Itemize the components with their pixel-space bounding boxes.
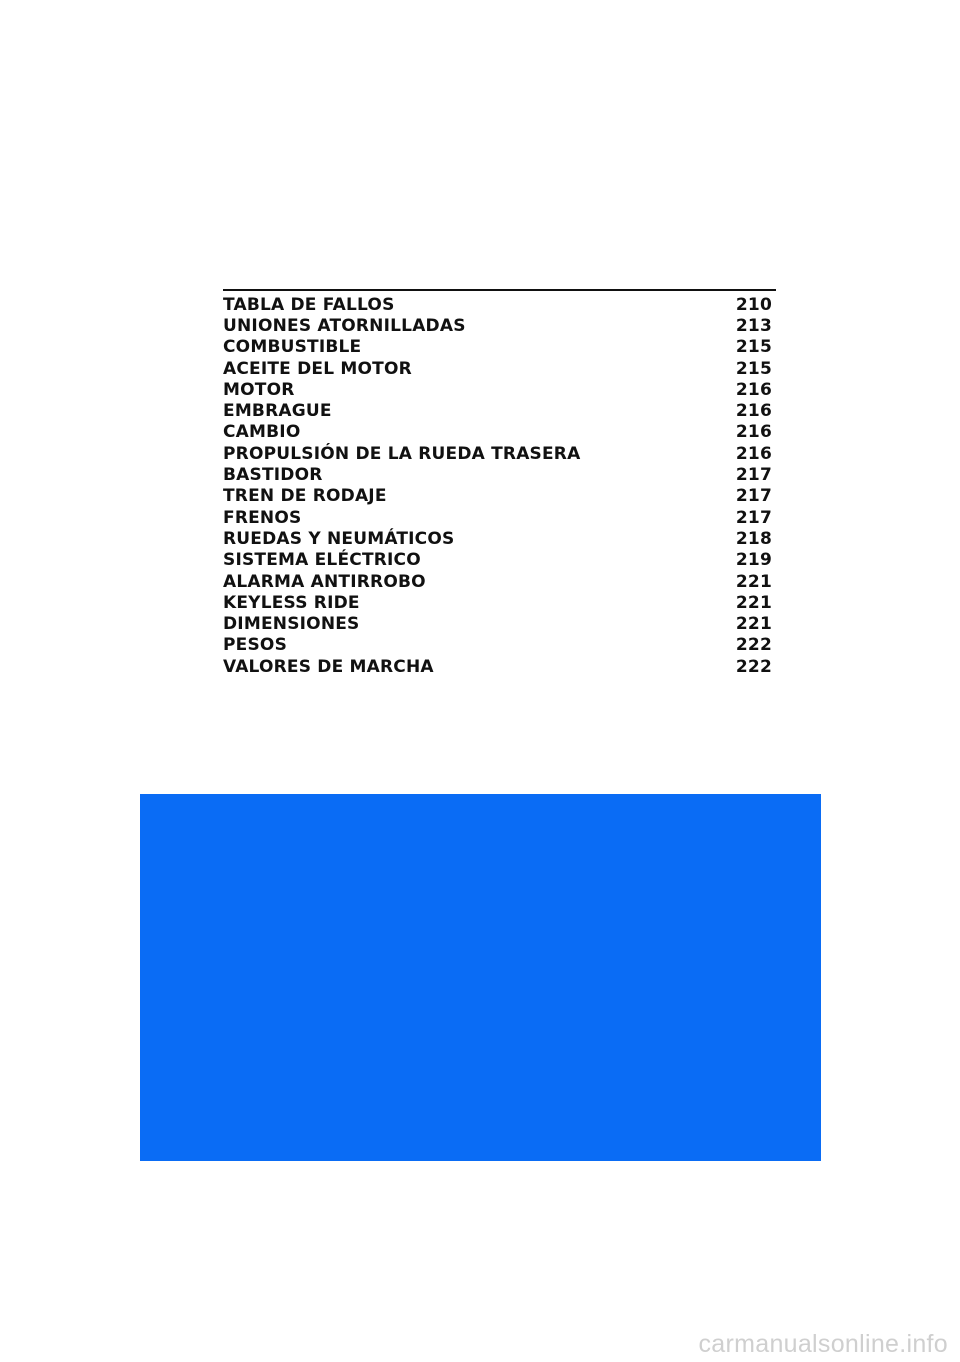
toc-entry-title: SISTEMA ELÉCTRICO <box>223 550 421 571</box>
toc-entry[interactable] <box>223 656 776 677</box>
toc-entry-title: KEYLESS RIDE <box>223 592 360 613</box>
toc-entry-title: ALARMA ANTIRROBO <box>223 571 426 592</box>
toc-entry-title: TREN DE RODAJE <box>223 486 387 507</box>
toc-entry-title: CAMBIO <box>223 422 301 443</box>
toc-entry-page: 215 <box>735 337 772 358</box>
toc-entry-page: 216 <box>735 422 772 443</box>
toc-entry-page: 215 <box>735 358 772 379</box>
toc-entry-title: BASTIDOR <box>223 465 323 486</box>
toc-entry[interactable] <box>223 422 776 443</box>
toc-entry-page: 216 <box>735 401 772 422</box>
toc-entry-page: 222 <box>735 635 772 656</box>
toc-entry-title: ACEITE DEL MOTOR <box>223 358 412 379</box>
toc-entry[interactable] <box>223 592 776 613</box>
toc-entry[interactable] <box>223 507 776 528</box>
toc-entry[interactable] <box>223 613 776 634</box>
toc-entry-page: 217 <box>735 486 772 507</box>
toc-entry[interactable] <box>223 443 776 464</box>
toc-entry[interactable] <box>223 358 776 379</box>
toc-entry-title: PROPULSIÓN DE LA RUEDA TRASERA <box>223 443 581 464</box>
toc-entry[interactable] <box>223 550 776 571</box>
toc-entry-title: COMBUSTIBLE <box>223 337 362 358</box>
toc-entry-page: 213 <box>735 315 772 336</box>
toc-entry[interactable] <box>223 528 776 549</box>
toc-entry[interactable] <box>223 571 776 592</box>
toc-entry-title: UNIONES ATORNILLADAS <box>223 315 466 336</box>
toc-entry[interactable] <box>223 400 776 421</box>
toc-entry-title: VALORES DE MARCHA <box>223 656 434 677</box>
toc-entry-page: 221 <box>735 571 772 592</box>
toc-entry-title: RUEDAS Y NEUMÁTICOS <box>223 528 455 549</box>
toc-entry-title: TABLA DE FALLOS <box>223 294 395 315</box>
toc-entry-title: EMBRAGUE <box>223 401 332 422</box>
toc-entry[interactable] <box>223 486 776 507</box>
toc-entry-page: 222 <box>735 656 772 677</box>
toc-entry-page: 221 <box>735 592 772 613</box>
blue-color-panel <box>140 794 821 1161</box>
toc-entry-title: FRENOS <box>223 507 302 528</box>
toc-entry-page: 210 <box>735 294 772 315</box>
toc-entry-page: 216 <box>735 443 772 464</box>
toc-entry-page: 216 <box>735 379 772 400</box>
toc-entry-title: PESOS <box>223 635 288 656</box>
toc-entry-title: MOTOR <box>223 379 295 400</box>
toc-entry-title: DIMENSIONES <box>223 614 360 635</box>
watermark-text: carmanualsonline.info <box>698 1330 948 1358</box>
toc-entry[interactable] <box>223 379 776 400</box>
toc-entry-page: 218 <box>735 528 772 549</box>
toc-entry[interactable] <box>223 315 776 336</box>
toc-entry[interactable] <box>223 337 776 358</box>
toc-entry[interactable] <box>223 464 776 485</box>
toc-entry[interactable] <box>223 294 776 315</box>
toc-entry-page: 217 <box>735 465 772 486</box>
toc-entry-page: 219 <box>735 550 772 571</box>
toc-entry[interactable] <box>223 635 776 656</box>
toc-entry-page: 221 <box>735 614 772 635</box>
table-of-contents <box>223 289 776 677</box>
toc-entry-page: 217 <box>735 507 772 528</box>
